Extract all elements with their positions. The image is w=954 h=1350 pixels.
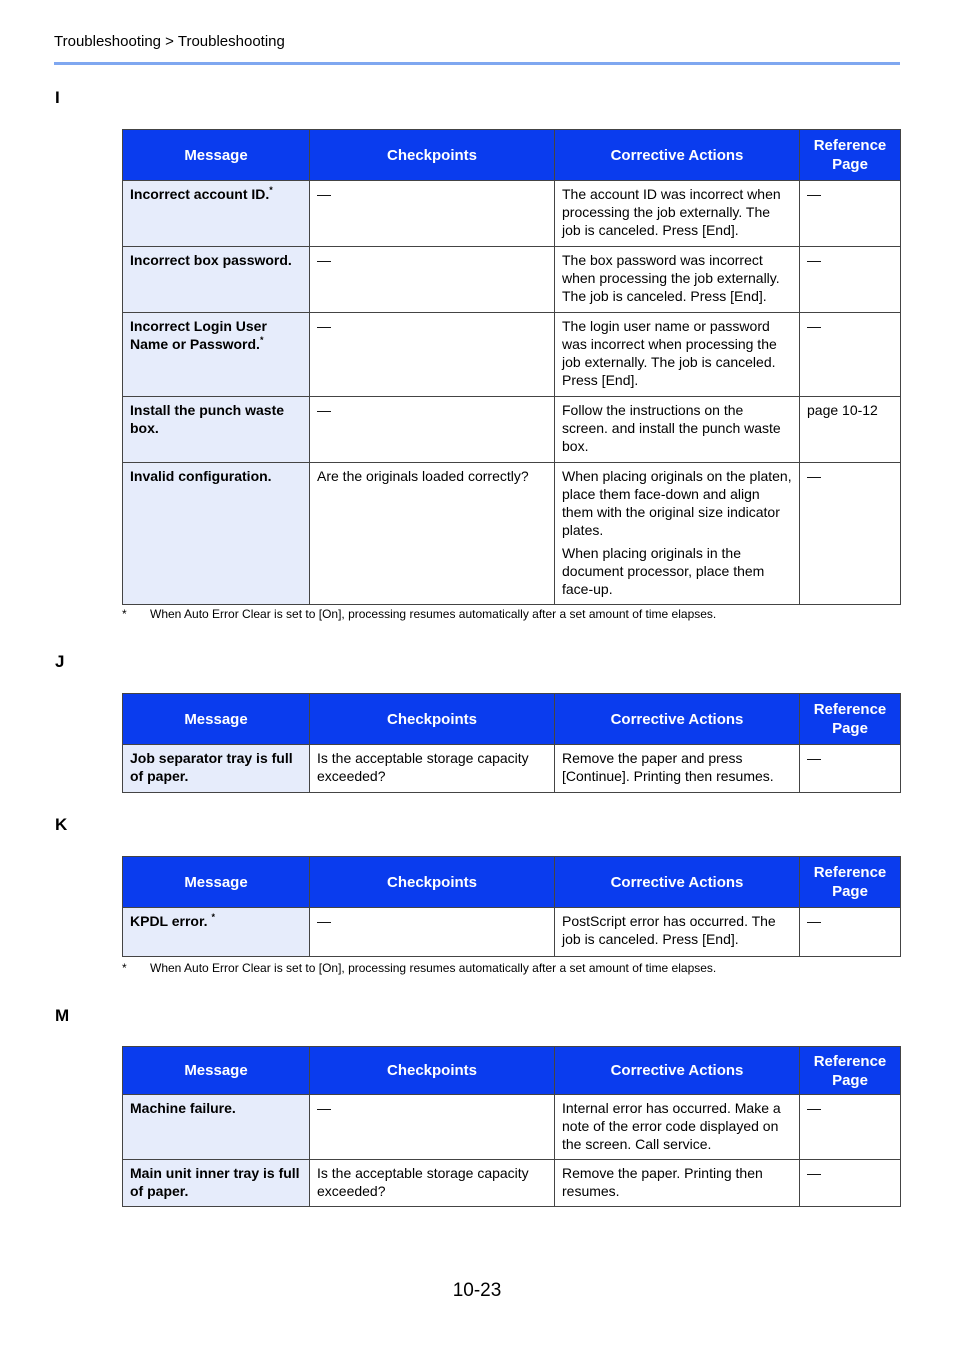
action-cell: [555, 463, 800, 605]
section-letter-i: I: [55, 88, 60, 107]
error-table-m: [122, 1046, 901, 1207]
table-header-row: [123, 857, 901, 908]
footnote-marker: *: [259, 335, 264, 345]
checkpoint-cell: Is the acceptable storage capacity exceeded?: [310, 1160, 555, 1207]
action-cell: The box password was incorrect when processing the job externally. The job is canceled. Press [End].: [555, 247, 800, 313]
table-row: [123, 908, 901, 957]
action-cell: The login user name or password was incorrect when processing the job externally. The job is canceled. Press [End].: [555, 313, 800, 397]
reference-cell: —: [800, 247, 901, 313]
header-checkpoints: Checkpoints: [310, 694, 555, 745]
header-corrective-actions: Corrective Actions: [555, 1047, 800, 1095]
table-row: [123, 1160, 901, 1207]
checkpoint-cell: —: [310, 313, 555, 397]
header-message: Message: [123, 857, 310, 908]
header-corrective-actions: Corrective Actions: [555, 857, 800, 908]
checkpoint-cell: —: [310, 181, 555, 247]
message-cell: Incorrect box password.: [123, 247, 310, 313]
header-reference-page: Reference Page: [800, 1047, 901, 1095]
section-letter-m: M: [55, 1006, 70, 1025]
checkpoint-cell: Is the acceptable storage capacity exceeded?: [310, 745, 555, 793]
table-row: [123, 397, 901, 463]
action-cell: Internal error has occurred. Make a note of the error code displayed on the screen. Call service.: [555, 1095, 800, 1160]
action-cell: PostScript error has occurred. The job is canceled. Press [End].: [555, 908, 800, 957]
action-cell: Remove the paper. Printing then resumes.: [555, 1160, 800, 1207]
table-row: [123, 745, 901, 793]
footnote-marker: *: [269, 185, 273, 195]
checkpoint-cell: —: [310, 908, 555, 957]
message-cell: KPDL error. *: [123, 908, 310, 957]
action-paragraph: When placing originals in the document processor, place them face-up.: [562, 545, 765, 597]
reference-cell: page 10-12: [800, 397, 901, 463]
error-table-k: [122, 856, 901, 957]
action-cell: Remove the paper and press [Continue]. Printing then resumes.: [555, 745, 800, 793]
checkpoint-cell: Are the originals loaded correctly?: [310, 463, 555, 605]
message-cell: Job separator tray is full of paper.: [123, 745, 310, 793]
header-corrective-actions: Corrective Actions: [555, 694, 800, 745]
header-checkpoints: Checkpoints: [310, 1047, 555, 1095]
error-table-j: [122, 693, 901, 793]
header-reference-page: Reference Page: [800, 857, 901, 908]
table-row: [123, 247, 901, 313]
reference-cell: —: [800, 1160, 901, 1207]
breadcrumb: Troubleshooting > Troubleshooting: [54, 33, 285, 50]
page-number: 10-23: [452, 1280, 502, 1301]
reference-cell: —: [800, 463, 901, 605]
reference-cell: —: [800, 1095, 901, 1160]
section-letter-k: K: [55, 815, 68, 834]
message-cell: Invalid configuration.: [123, 463, 310, 605]
checkpoint-cell: —: [310, 397, 555, 463]
header-message: Message: [123, 130, 310, 181]
error-table-i: [122, 129, 901, 605]
table-header-row: [123, 130, 901, 181]
message-cell: Incorrect Login User Name or Password.*: [123, 313, 310, 397]
header-message: Message: [123, 694, 310, 745]
reference-cell: —: [800, 181, 901, 247]
section-letter-j: J: [55, 652, 65, 671]
message-cell: Incorrect account ID.*: [123, 181, 310, 247]
action-paragraph: When placing originals on the platen, place them face-down and align them with the original size indicator plates.: [562, 468, 792, 538]
header-checkpoints: Checkpoints: [310, 130, 555, 181]
checkpoint-cell: —: [310, 1095, 555, 1160]
message-cell: Main unit inner tray is full of paper.: [123, 1160, 310, 1207]
reference-cell: —: [800, 313, 901, 397]
table-row: [123, 1095, 901, 1160]
header-message: Message: [123, 1047, 310, 1095]
table-row: [123, 463, 901, 605]
table-header-row: [123, 694, 901, 745]
footnote: * When Auto Error Clear is set to [On], processing resumes automatically after a set amount of time elapses.: [122, 961, 717, 975]
header-checkpoints: Checkpoints: [310, 857, 555, 908]
header-reference-page: Reference Page: [800, 694, 901, 745]
message-cell: Install the punch waste box.: [123, 397, 310, 463]
footnote-marker: *: [211, 912, 215, 922]
action-cell: The account ID was incorrect when processing the job externally. The job is canceled. Press [End].: [555, 181, 800, 247]
reference-cell: —: [800, 745, 901, 793]
checkpoint-cell: —: [310, 247, 555, 313]
footnote: * When Auto Error Clear is set to [On], processing resumes automatically after a set amount of time elapses.: [122, 607, 717, 621]
table-header-row: [123, 1047, 901, 1095]
action-cell: Follow the instructions on the screen. and install the punch waste box.: [555, 397, 800, 463]
reference-cell: —: [800, 908, 901, 957]
header-reference-page: Reference Page: [800, 130, 901, 181]
header-corrective-actions: Corrective Actions: [555, 130, 800, 181]
table-row: [123, 181, 901, 247]
table-row: [123, 313, 901, 397]
header-rule: [54, 62, 900, 65]
message-cell: Machine failure.: [123, 1095, 310, 1160]
